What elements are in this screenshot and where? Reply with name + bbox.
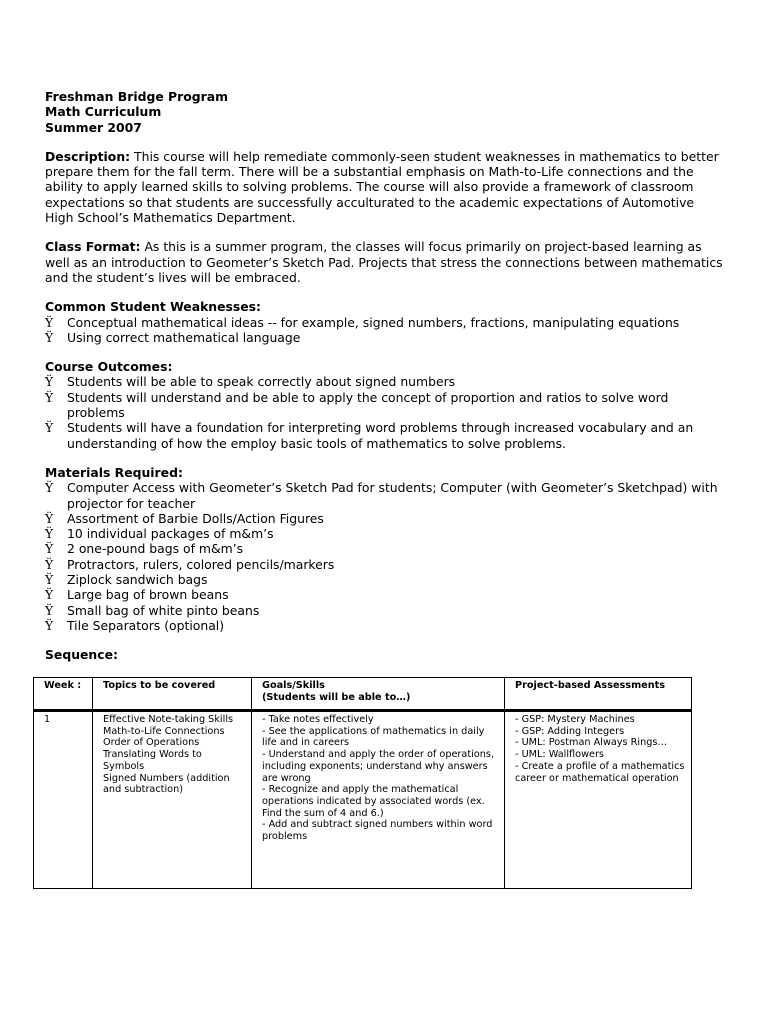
document-header: [45, 89, 725, 135]
cell-line: - Create a profile of a mathematics career or mathematical operation: [515, 760, 685, 784]
list-item: [45, 330, 725, 345]
bullet-icon: Ÿ: [45, 526, 54, 542]
class-format-text: As this is a summer program, the classes will focus primarily on project-based learning as well as an introduction to Geometer’s Sketch Pad. Projects that stress the connections between mathematics and the student’s lives will be embraced.: [45, 239, 723, 285]
class-format-paragraph: [45, 239, 725, 285]
bullet-icon: Ÿ: [45, 314, 54, 330]
list-item-text: Assortment of Barbie Dolls/Action Figures: [67, 510, 324, 526]
document-body: [45, 89, 725, 663]
topics-cell: [93, 711, 252, 889]
list-item: [45, 526, 725, 541]
weaknesses-heading: Common Student Weaknesses:: [45, 299, 262, 315]
description-text: This course will help remediate commonly-seen student weaknesses in mathematics to better prepare them for the fall term. There will be a substantial emphasis on Math-to-Life connections and the ability to apply learned skills to solving problems. The course will also provide a framework of classroom expectations so that students are successfully acculturated to the academic expectations of Automotive High School’s Mathematics Department.: [45, 148, 719, 226]
list-item: [45, 374, 725, 389]
cell-line: - Take notes effectively: [262, 714, 374, 725]
cell-line: - GSP: Mystery Machines: [515, 714, 635, 725]
cell-line: - UML: Wallflowers: [515, 749, 604, 761]
curriculum-title: Math Curriculum: [45, 104, 162, 120]
list-item-text: Using correct mathematical language: [67, 329, 301, 345]
term-title: Summer 2007: [45, 119, 142, 135]
goals-header-title: Goals/Skills: [262, 680, 325, 691]
sequence-table: [33, 677, 692, 889]
description-label: Description:: [45, 148, 131, 164]
list-item-text: Tile Separators (optional): [67, 617, 225, 633]
list-item-text: Ziplock sandwich bags: [67, 572, 208, 588]
class-format-label: Class Format:: [45, 239, 141, 255]
bullet-icon: Ÿ: [45, 602, 54, 618]
list-item-text: Computer Access with Geometer’s Sketch Pad for students; Computer (with Geometer’s Sketchpad) with projector for teacher: [67, 480, 718, 511]
materials-list: [45, 480, 725, 633]
list-item: [45, 587, 725, 602]
list-item-text: Protractors, rulers, colored pencils/markers: [67, 556, 335, 572]
description-paragraph: [45, 149, 725, 225]
list-item-text: Students will understand and be able to apply the concept of proportion and ratios to solve word problems: [67, 389, 669, 421]
list-item-text: Small bag of white pinto beans: [67, 602, 260, 618]
list-item: [45, 541, 725, 556]
bullet-icon: Ÿ: [45, 587, 54, 603]
cell-line: - GSP: Adding Integers: [515, 725, 625, 737]
list-item-text: Students will have a foundation for interpreting word problems through increased vocabulary and an understanding of how the employ basic tools of mathematics to solve problems.: [67, 420, 694, 451]
goals-header: [252, 678, 505, 711]
topics-header: Topics to be covered: [93, 678, 252, 711]
bullet-icon: Ÿ: [45, 420, 54, 436]
cell-line: Signed Numbers (addition and subtraction): [103, 772, 230, 796]
bullet-icon: Ÿ: [45, 510, 54, 526]
assessments-header: Project-based Assessments: [505, 678, 692, 711]
bullet-icon: Ÿ: [45, 556, 54, 572]
goals-header-subtitle: (Students will be able to…): [262, 691, 411, 703]
outcomes-list: [45, 374, 725, 450]
table-header-row: [34, 678, 692, 711]
sequence-heading: Sequence:: [45, 647, 118, 663]
cell-line: - UML: Postman Always Rings…: [515, 737, 668, 749]
list-item: [45, 420, 725, 451]
cell-line: - Recognize and apply the mathematical operations indicated by associated words (ex. Find the sum of 4 and 6.): [262, 784, 485, 819]
list-item: [45, 390, 725, 421]
list-item: [45, 511, 725, 526]
outcomes-heading: Course Outcomes:: [45, 359, 173, 375]
table-row: [34, 711, 692, 889]
bullet-icon: Ÿ: [45, 389, 54, 405]
bullet-icon: Ÿ: [45, 480, 54, 496]
week-header: Week :: [34, 678, 93, 711]
list-item: [45, 557, 725, 572]
materials-heading: Materials Required:: [45, 464, 183, 480]
list-item: [45, 572, 725, 587]
assessments-cell: [505, 711, 692, 889]
program-title: Freshman Bridge Program: [45, 89, 229, 104]
cell-line: - Understand and apply the order of operations, including exponents; understand why answers are wrong: [262, 749, 495, 784]
list-item: [45, 315, 725, 330]
week-cell: 1: [34, 711, 93, 889]
cell-line: - Add and subtract signed numbers within word problems: [262, 819, 493, 843]
cell-line: - See the applications of mathematics in daily life and in careers: [262, 725, 485, 749]
cell-line: Order of Operations: [103, 737, 200, 749]
list-item: [45, 618, 725, 633]
list-item-text: Students will be able to speak correctly about signed numbers: [67, 374, 456, 390]
list-item-text: Conceptual mathematical ideas -- for example, signed numbers, fractions, manipulating equations: [67, 314, 680, 330]
bullet-icon: Ÿ: [45, 329, 54, 345]
cell-line: Math-to-Life Connections: [103, 725, 225, 737]
list-item: [45, 603, 725, 618]
cell-line: Effective Note-taking Skills: [103, 714, 234, 725]
cell-line: Translating Words to Symbols: [103, 749, 202, 772]
bullet-icon: Ÿ: [45, 541, 54, 557]
goals-cell: [252, 711, 505, 889]
weaknesses-list: [45, 315, 725, 346]
list-item-text: Large bag of brown beans: [67, 587, 229, 603]
bullet-icon: Ÿ: [45, 374, 54, 390]
list-item-text: 10 individual packages of m&m’s: [67, 526, 274, 542]
list-item: [45, 480, 725, 511]
bullet-icon: Ÿ: [45, 617, 54, 633]
bullet-icon: Ÿ: [45, 572, 54, 588]
list-item-text: 2 one-pound bags of m&m’s: [67, 541, 244, 557]
